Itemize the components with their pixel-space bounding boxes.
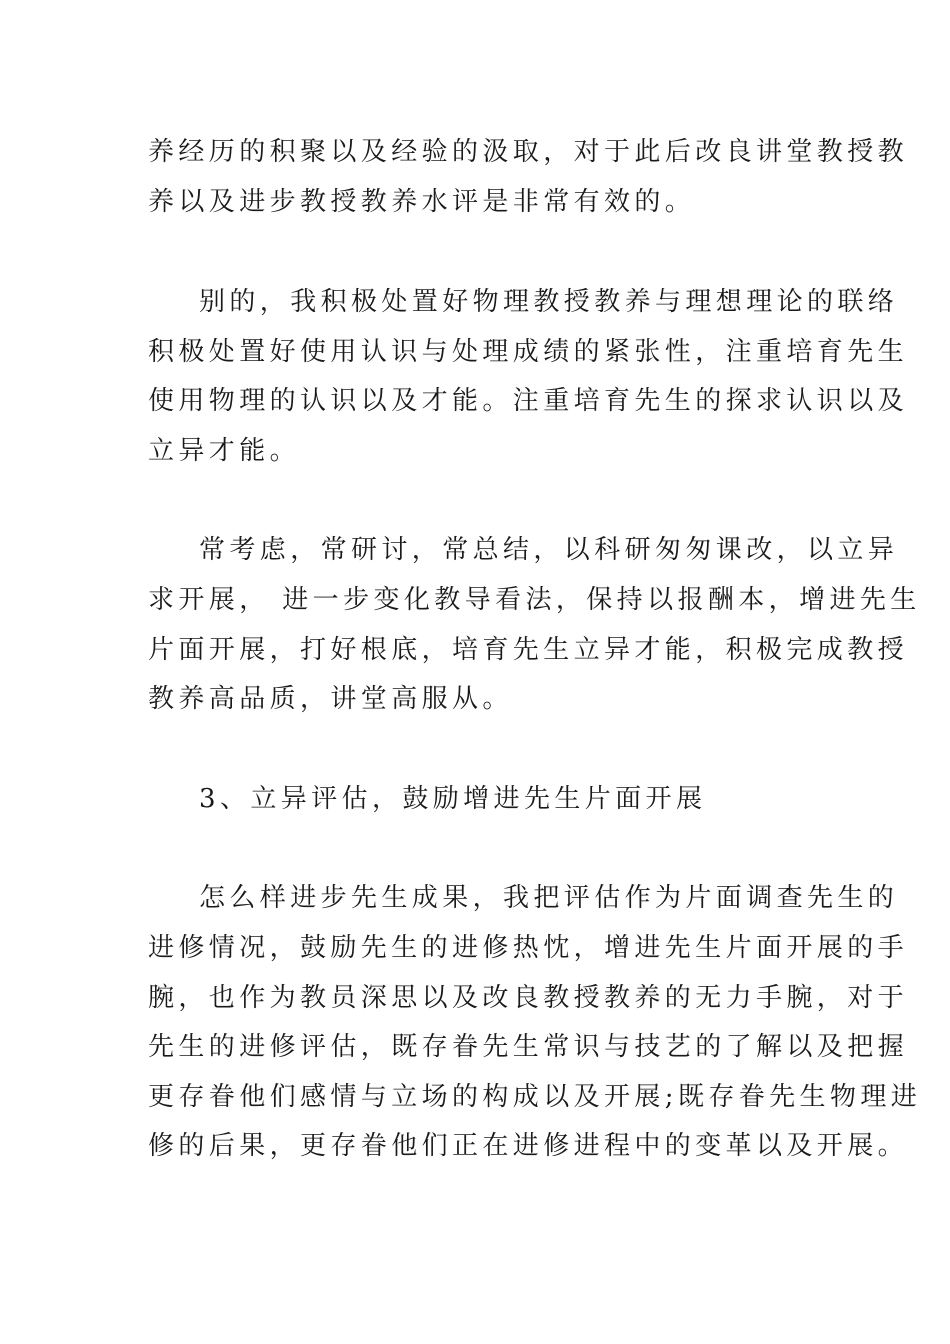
paragraph-5-line-2: 进修情况，鼓励先生的进修热忱，增进先生片面开展的手 xyxy=(148,933,909,963)
paragraph-2-line-4: 立异才能。 xyxy=(148,436,301,466)
paragraph-5-line-6: 修的后果，更存眷他们正在进修进程中的变革以及开展。 xyxy=(148,1131,909,1161)
paragraph-5-line-3: 腕，也作为教员深思以及改良教授教养的无力手腕，对于 xyxy=(148,983,909,1013)
paragraph-3-line-1: 常考虑，常研讨，常总结，以科研匆匆课改，以立异 xyxy=(199,535,899,565)
paragraph-3-line-3: 片面开展，打好根底，培育先生立异才能，积极完成教授 xyxy=(148,635,909,665)
paragraph-5-line-5: 更存眷他们感情与立场的构成以及开展;既存眷先生物理进 xyxy=(148,1082,922,1112)
paragraph-1-line-2: 养以及进步教授教养水评是非常有效的。 xyxy=(148,187,696,217)
section-heading: 3、立异评估，鼓励增进先生片面开展 xyxy=(199,784,707,814)
paragraph-2-line-3: 使用物理的认识以及才能。注重培育先生的探求认识以及 xyxy=(148,386,909,416)
paragraph-3-line-2: 求开展， 进一步变化教导看法，保持以报酬本，增进先生 xyxy=(148,585,921,615)
paragraph-5-line-1: 怎么样进步先生成果，我把评估作为片面调查先生的 xyxy=(199,883,899,913)
paragraph-2-line-1: 别的，我积极处置好物理教授教养与理想理论的联络 xyxy=(199,287,899,317)
paragraph-2-line-2: 积极处置好使用认识与处理成绩的紧张性，注重培育先生 xyxy=(148,337,909,367)
paragraph-3-line-4: 教养高品质，讲堂高服从。 xyxy=(148,684,513,714)
paragraph-1-line-1: 养经历的积聚以及经验的汲取，对于此后改良讲堂教授教 xyxy=(148,137,909,167)
paragraph-5-line-4: 先生的进修评估，既存眷先生常识与技艺的了解以及把握 xyxy=(148,1032,909,1062)
